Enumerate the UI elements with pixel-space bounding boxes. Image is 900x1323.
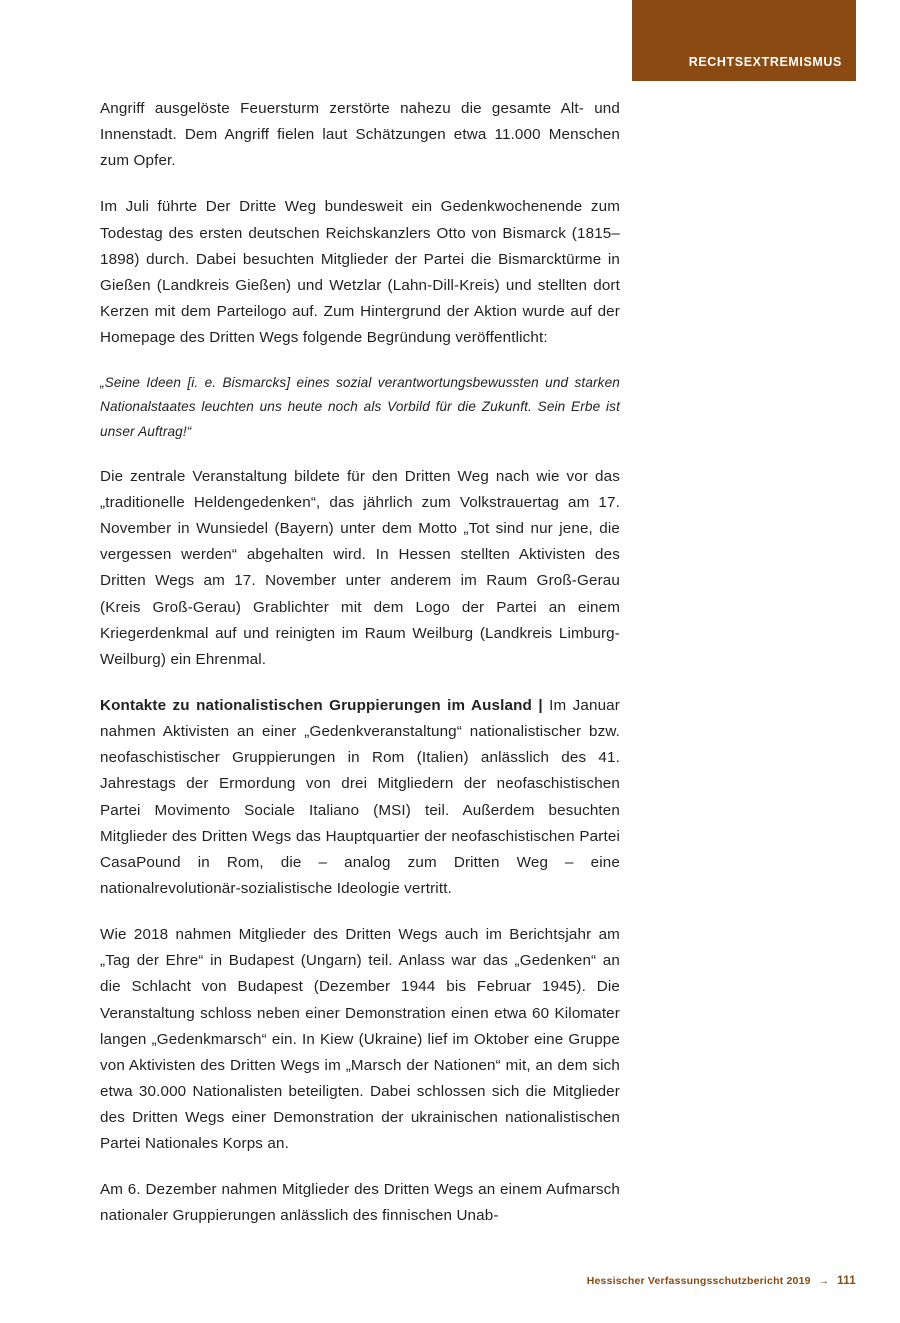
subsection-body: Im Januar nahmen Aktivisten an einer „Gedenkveranstaltung“ nationalistischer bzw. neofaschistischer Gruppierungen in Rom (Italien) anlässlich des 41. Jahrestags der Ermordung von drei Mitgliedern der neofaschistischen Partei Movimento Sociale Italiano (MSI) teil. Außerdem besuchten Mitglieder des Dritten Wegs das Hauptquartier der neofaschistischen Partei CasaPound in Rom, die – analog zum Dritten Weg – eine nationalrevolutionär-sozialistische Ideologie vertritt. [100,696,620,897]
paragraph-2: Im Juli führte Der Dritte Weg bundesweit ein Gedenkwochenende zum Todestag des ersten deutschen Reichskanzlers Otto von Bismarck (1815–1898) durch. Dabei besuchten Mitglieder der Partei die Bismarcktürme in Gießen (Landkreis Gießen) und Wetzlar (Lahn-Dill-Kreis) und stellten dort Kerzen mit dem Parteilogo auf. Zum Hintergrund der Aktion wurde auf der Homepage des Dritten Wegs folgende Begründung veröffentlicht: [100,198,620,347]
subsection-paragraph [100,693,620,902]
section-header-label: RECHTSEXTREMISMUS [688,55,842,69]
page-body-text [100,96,620,1230]
arrow-right-icon: → [818,1275,830,1287]
block-quote: „Seine Ideen [i. e. Bismarcks] eines sozial verantwortungsbewussten und starken Nationalstaates leuchten uns heute noch als Vorbild für die Zukunft. Sein Erbe ist unser Auftrag!“ [100,375,620,439]
page-number: 111 [837,1275,856,1287]
page-footer [0,1275,856,1287]
footer-publication-title: Hessischer Verfassungsschutzbericht 2019 [586,1275,811,1287]
paragraph-1: Angriff ausgelöste Feuersturm zerstörte nahezu die gesamte Alt- und Innenstadt. Dem Angriff fielen laut Schätzungen etwa 11.000 Menschen zum Opfer. [100,100,620,170]
paragraph-4: Wie 2018 nahmen Mitglieder des Dritten Wegs auch im Berichtsjahr am „Tag der Ehre“ in Budapest (Ungarn) teil. Anlass war das „Gedenken“ an die Schlacht von Budapest (Dezember 1944 bis Februar 1945). Die Veranstaltung schloss neben einer Demonstration einen etwa 60 Kilomater langen „Gedenkmarsch“ ein. In Kiew (Ukraine) lief im Oktober eine Gruppe von Aktivisten des Dritten Wegs im „Marsch der Nationen“ mit, an dem sich etwa 30.000 Nationalisten beteiligten. Dabei schlossen sich die Mitglieder des Dritten Wegs einer Demonstration der ukrainischen nationalistischen Partei Nationales Korps an. [100,926,620,1153]
subsection-lead-in: Kontakte zu nationalistischen Gruppierungen im Ausland | [100,696,550,714]
paragraph-3: Die zentrale Veranstaltung bildete für den Dritten Weg nach wie vor das „traditionelle Heldengedenken“, das jährlich zum Volkstrauertag am 17. November in Wunsiedel (Bayern) unter dem Motto „Tot sind nur jene, die vergessen werden“ abgehalten wird. In Hessen stellten Aktivisten des Dritten Wegs am 17. November unter anderem im Raum Groß-Gerau (Kreis Groß-Gerau) Grablichter mit dem Logo der Partei an einem Kriegerdenkmal auf und reinigten im Raum Weilburg (Landkreis Limburg-Weilburg) ein Ehrenmal. [100,467,620,668]
paragraph-5: Am 6. Dezember nahmen Mitglieder des Dritten Wegs an einem Aufmarsch nationaler Gruppierungen anlässlich des finnischen Unab- [100,1181,620,1225]
section-header-tab [632,0,856,81]
